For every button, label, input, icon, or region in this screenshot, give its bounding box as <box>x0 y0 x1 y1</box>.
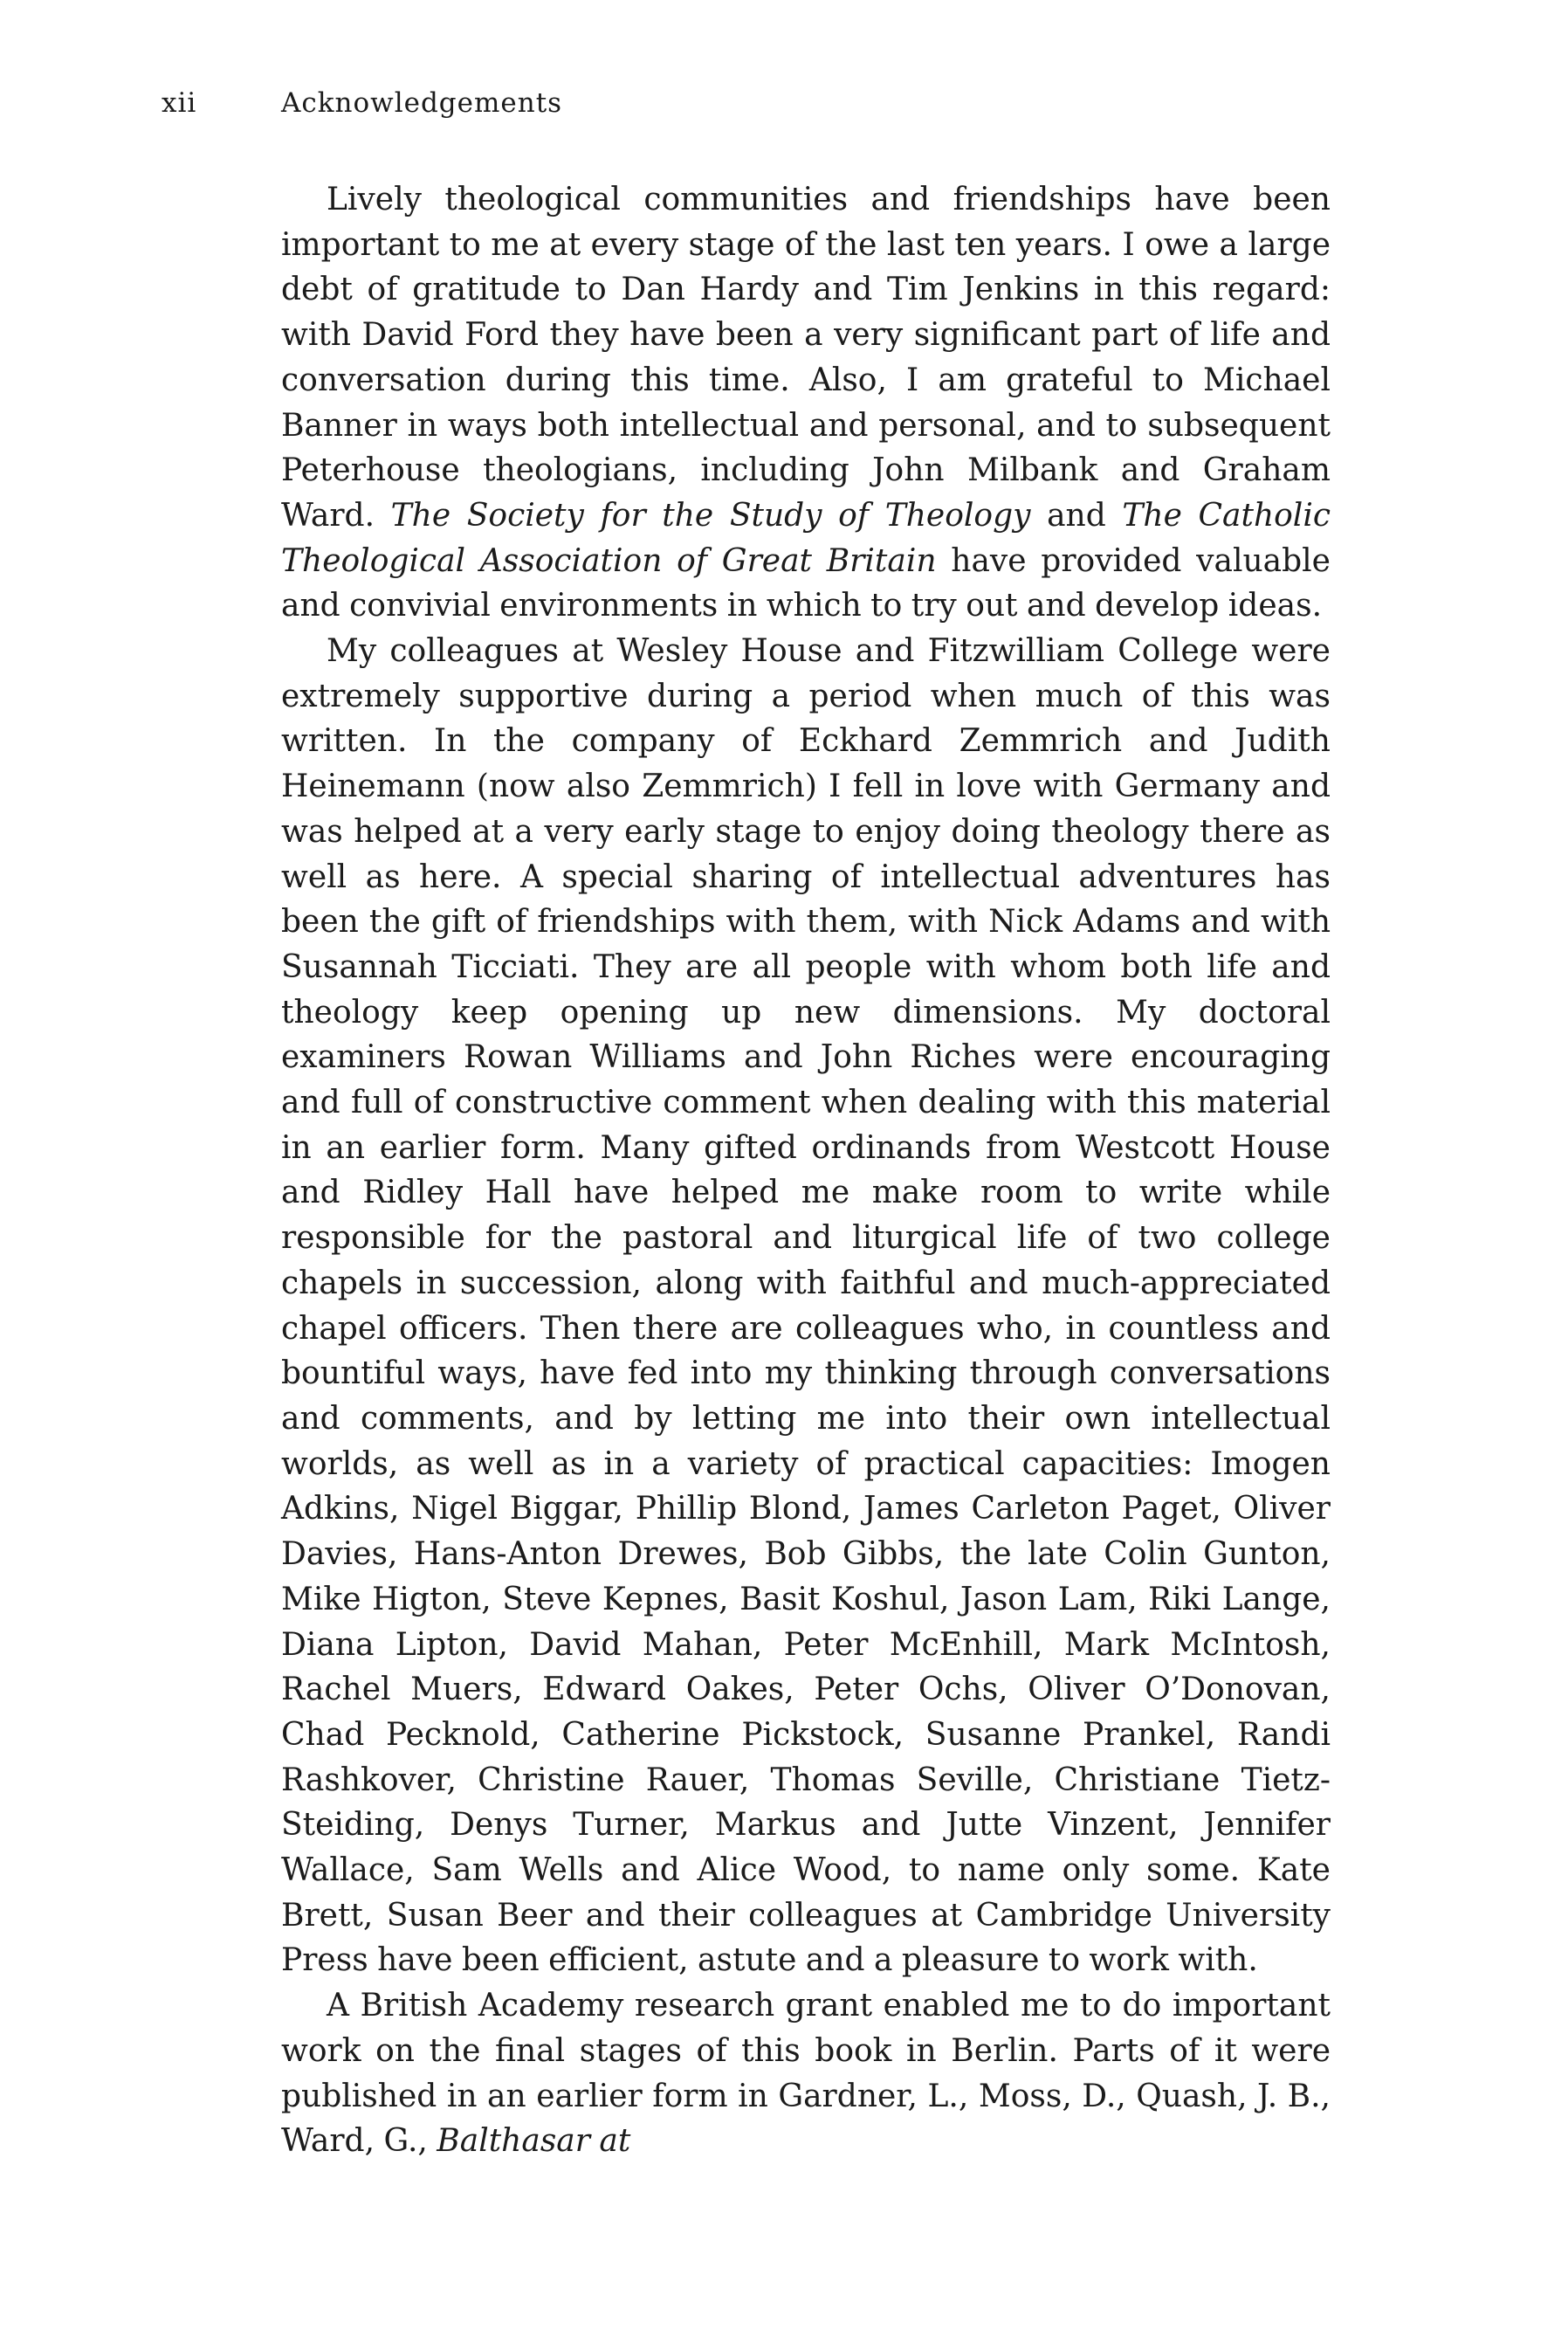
text-segment: My colleagues at Wesley House and Fitzwilliam College were extremely supportive during a period when much of this was written. In the company of Eckhard Zemmrich and Judith Heinemann (now also Zemmrich) I fell in love with Germany and was helped at a very early stage to enjoy doing theology there as well as here. A special sharing of intellectual adventures has been the gift of friendships with them, with Nick Adams and with Susannah Ticciati. They are all people with whom both life and theology keep opening up new dimensions. My doctoral examiners Rowan Williams and John Riches were encouraging and full of constructive comment when dealing with this material in an earlier form. Many gifted ordinands from Westcott House and Ridley Hall have helped me make room to write while responsible for the pastoral and liturgical life of two college chapels in succession, along with faithful and much-appreciated chapel officers. Then there are colleagues who, in countless and bountiful ways, have fed into my thinking through conversations and comments, and by letting me into their own intellectual worlds, as well as in a variety of practical capacities: Imogen Adkins, Nigel Biggar, Phillip Blond, James Carleton Paget, Oliver Davies, Hans-Anton Drewes, Bob Gibbs, the late Colin Gunton, Mike Higton, Steve Kepnes, Basit Koshul, Jason Lam, Riki Lange, Diana Lipton, David Mahan, Peter McEnhill, Mark McIntosh, Rachel Muers, Edward Oakes, Peter Ochs, Oliver O’Donovan, Chad Pecknold, Catherine Pickstock, Susanne Prankel, Randi Rashkover, Christine Rauer, Thomas Seville, Christiane Tietz-Steiding, Denys Turner, Markus and Jutte Vinzent, Jennifer Wallace, Sam Wells and Alice Wood, to name only some. Kate Brett, Susan Beer and their colleagues at Cambridge University Press have been efficient, astute and a pleasure to work with. <box>281 633 1331 1979</box>
body-text <box>281 177 1331 2164</box>
paragraph-3 <box>281 1983 1331 2164</box>
text-segment: A British Academy research grant enabled me to do important work on the final stages of this book in Berlin. Parts of it were published in an earlier form in Gardner, L., Moss, D., Quash, J. B., Ward, G., <box>281 1988 1331 2160</box>
italic-segment: The Society for the Study of Theology <box>390 497 1031 534</box>
italic-segment: The Catholic Theological Association of Great Britain <box>281 497 1331 579</box>
text-segment: and <box>1030 497 1123 534</box>
page-header <box>0 87 1568 131</box>
paragraph-2 <box>281 629 1331 1983</box>
text-segment: Lively theological communities and friendships have been important to me at every stage of the last ten years. I owe a large debt of gratitude to Dan Hardy and Tim Jenkins in this regard: with David Ford they have been a very significant part of life and conversation during this time. Also, I am grateful to Michael Banner in ways both intellectual and personal, and to subsequent Peterhouse theologians, including John Milbank and Graham Ward. <box>281 182 1331 534</box>
running-head: Acknowledgements <box>281 87 563 119</box>
text-segment: have provided valuable and convivial environments in which to try out and develop ideas. <box>281 542 1331 624</box>
page-number: xii <box>162 87 197 119</box>
italic-segment: Balthasar at <box>437 2123 631 2160</box>
paragraph-1 <box>281 177 1331 629</box>
